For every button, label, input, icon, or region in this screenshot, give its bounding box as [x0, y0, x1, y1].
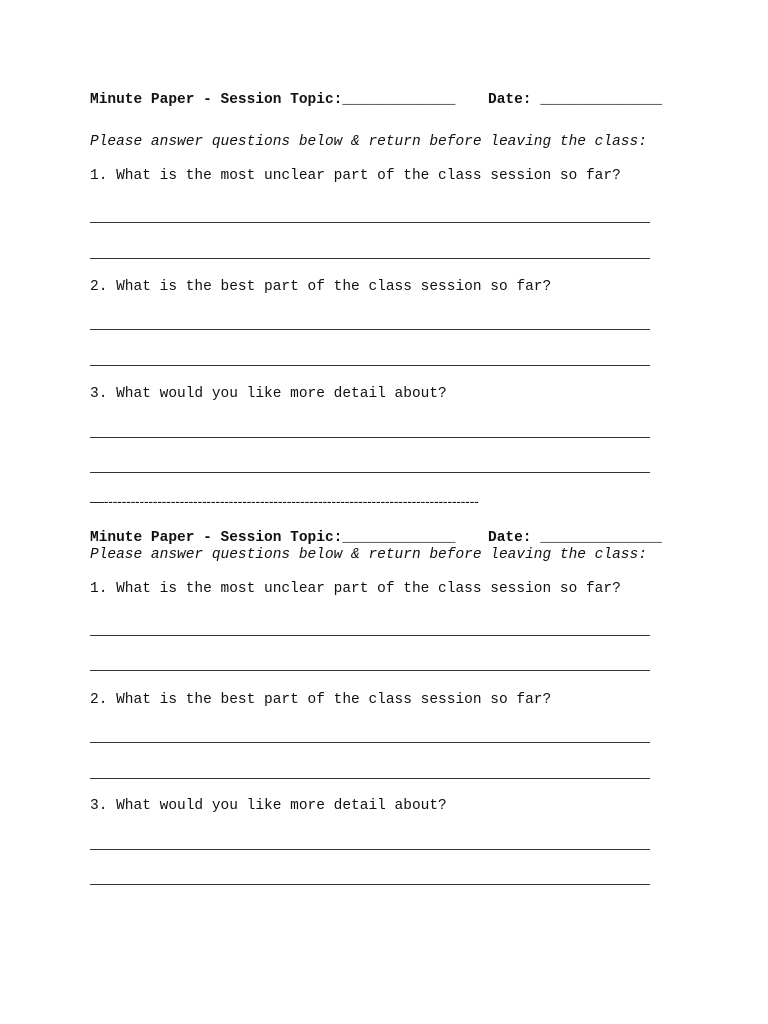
answer-line: [90, 365, 650, 366]
date-label: Date:: [488, 92, 532, 108]
form-header: [90, 92, 455, 108]
answer-line: [90, 472, 650, 473]
header-label: Minute Paper - Session Topic:: [90, 92, 343, 108]
topic-blank: _____________: [342, 530, 456, 546]
date-field: [488, 92, 662, 108]
answer-line: [90, 742, 650, 743]
header-label: Minute Paper - Session Topic:: [90, 530, 343, 546]
answer-line: [90, 222, 650, 223]
date-blank: ______________: [540, 530, 663, 546]
answer-line: [90, 635, 650, 636]
form-header: [90, 530, 455, 546]
question-3: 3. What would you like more detail about?: [90, 798, 447, 814]
question-1: 1. What is the most unclear part of the class session so far?: [90, 581, 621, 597]
instructions: Please answer questions below & return before leaving the class:: [90, 134, 647, 150]
cut-separator: —------------------------------------------------------------------------------------: [90, 493, 479, 509]
answer-line: [90, 437, 650, 438]
question-2: 2. What is the best part of the class session so far?: [90, 279, 552, 295]
answer-line: [90, 670, 650, 671]
date-field: [488, 530, 662, 546]
question-2: 2. What is the best part of the class session so far?: [90, 692, 552, 708]
question-1: 1. What is the most unclear part of the class session so far?: [90, 168, 621, 184]
date-blank: ______________: [540, 92, 663, 108]
answer-line: [90, 329, 650, 330]
date-label: Date:: [488, 530, 532, 546]
question-3: 3. What would you like more detail about?: [90, 386, 447, 402]
answer-line: [90, 884, 650, 885]
answer-line: [90, 778, 650, 779]
answer-line: [90, 258, 650, 259]
instructions: Please answer questions below & return before leaving the class:: [90, 547, 647, 563]
topic-blank: _____________: [342, 92, 456, 108]
answer-line: [90, 849, 650, 850]
